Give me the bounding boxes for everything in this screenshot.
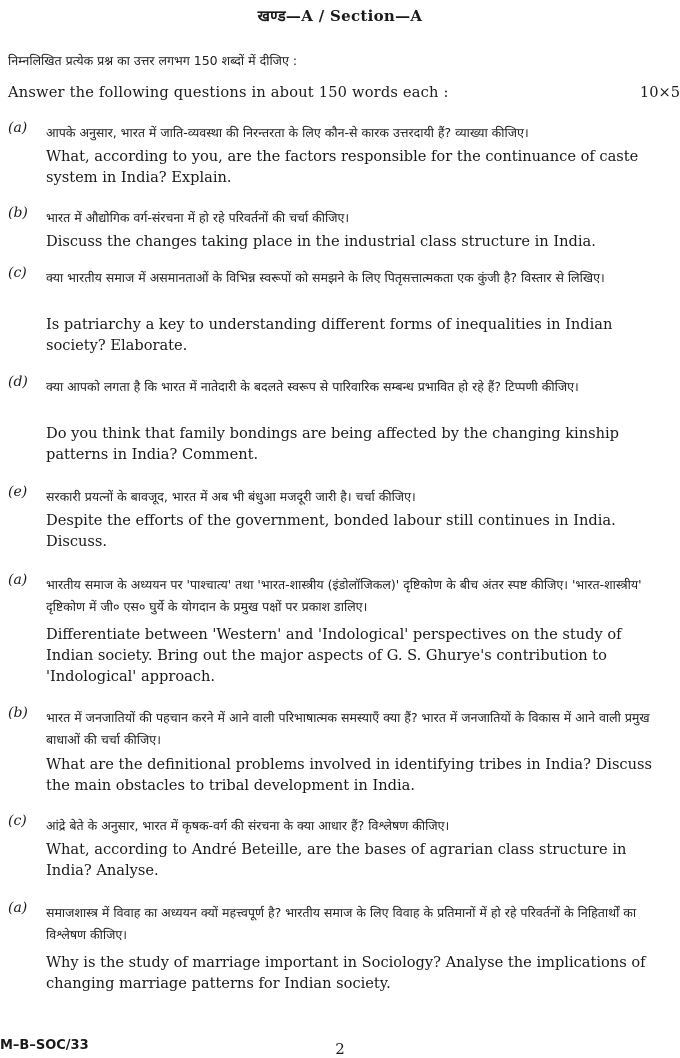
- question-hindi: क्या भारतीय समाज में असमानताओं के विभिन्न स्वरूपों को समझने के लिए पितृसत्तात्मकता एक कुंजी है? विस्तार से लिखिए।: [46, 270, 605, 285]
- question-english: What, according to André Beteille, are the bases of agrarian class structure in India? Analyse.: [46, 841, 627, 879]
- section-heading: खण्ड—A / Section—A: [257, 7, 423, 25]
- instructions-english: Answer the following questions in about 150 words each :: [8, 84, 449, 101]
- paper-code: M–B–SOC/33: [0, 1038, 89, 1053]
- question-english: Do you think that family bondings are being affected by the changing kinship patterns in India? Comment.: [46, 425, 620, 463]
- question-english: What, according to you, are the factors responsible for the continuance of caste system in India? Explain.: [46, 148, 639, 186]
- question-hindi: आपके अनुसार, भारत में जाति-व्यवस्था की निरन्तरता के लिए कौन-से कारक उत्तरदायी हैं? व्याख्या कीजिए।: [46, 125, 529, 140]
- marks-allocation: 10×5: [639, 84, 680, 101]
- instructions-hindi: निम्नलिखित प्रत्येक प्रश्न का उत्तर लगभग 150 शब्दों में दीजिए :: [8, 53, 298, 68]
- question-label: (a): [8, 900, 28, 916]
- question-label: (b): [8, 205, 28, 221]
- question-hindi: भारतीय समाज के अध्ययन पर 'पाश्चात्य' तथा 'भारत-शास्त्रीय (इंडोलॉजिकल)' दृष्टिकोण के बीच अंतर स्पष्ट कीजिए। 'भारत-शास्त्रीय' दृष्टिकोण में जी० एस० घुर्ये के योगदान के प्रमुख पक्षों पर प्रकाश डालिए।: [46, 577, 642, 614]
- question-hindi: क्या आपको लगता है कि भारत में नातेदारी के बदलते स्वरूप से पारिवारिक सम्बन्ध प्रभावित हो रहे हैं? टिप्पणी कीजिए।: [46, 379, 579, 394]
- question-hindi: भारत में जनजातियों की पहचान करने में आने वाली परिभाषात्मक समस्याएँ क्या हैं? भारत में जनजातियों के विकास में आने वाली प्रमुख बाधाओं की चर्चा कीजिए।: [46, 710, 650, 747]
- question-english: What are the definitional problems involved in identifying tribes in India? Discuss the main obstacles to tribal development in India.: [46, 756, 652, 794]
- question-label: (d): [8, 374, 28, 390]
- question-label: (c): [8, 265, 27, 281]
- question-english: Despite the efforts of the government, bonded labour still continues in India. Discuss.: [46, 512, 616, 550]
- question-label: (a): [8, 120, 28, 136]
- question-label: (a): [8, 572, 28, 588]
- question-label: (e): [8, 484, 28, 500]
- question-label: (c): [8, 813, 27, 829]
- page-number: 2: [335, 1040, 345, 1058]
- question-english: Why is the study of marriage important in Sociology? Analyse the implications of changing marriage patterns for Indian society.: [46, 954, 646, 992]
- question-english: Differentiate between 'Western' and 'Indological' perspectives on the study of Indian society. Bring out the major aspects of G. S. Ghurye's contribution to 'Indological' approach.: [46, 626, 622, 685]
- question-english: Discuss the changes taking place in the industrial class structure in India.: [46, 233, 596, 250]
- question-hindi: समाजशास्त्र में विवाह का अध्ययन क्यों महत्त्वपूर्ण है? भारतीय समाज के लिए विवाह के प्रतिमानों में हो रहे परिवर्तनों के निहितार्थों का विश्लेषण कीजिए।: [46, 905, 637, 942]
- question-hindi: सरकारी प्रयत्नों के बावजूद, भारत में अब भी बंधुआ मजदूरी जारी है। चर्चा कीजिए।: [46, 489, 416, 504]
- question-english: Is patriarchy a key to understanding different forms of inequalities in Indian society? Elaborate.: [46, 316, 613, 354]
- question-hindi: भारत में औद्योगिक वर्ग-संरचना में हो रहे परिवर्तनों की चर्चा कीजिए।: [46, 210, 350, 225]
- question-label: (b): [8, 705, 28, 721]
- question-hindi: आंद्रे बेते के अनुसार, भारत में कृषक-वर्ग की संरचना के क्या आधार हैं? विश्लेषण कीजिए।: [46, 818, 450, 833]
